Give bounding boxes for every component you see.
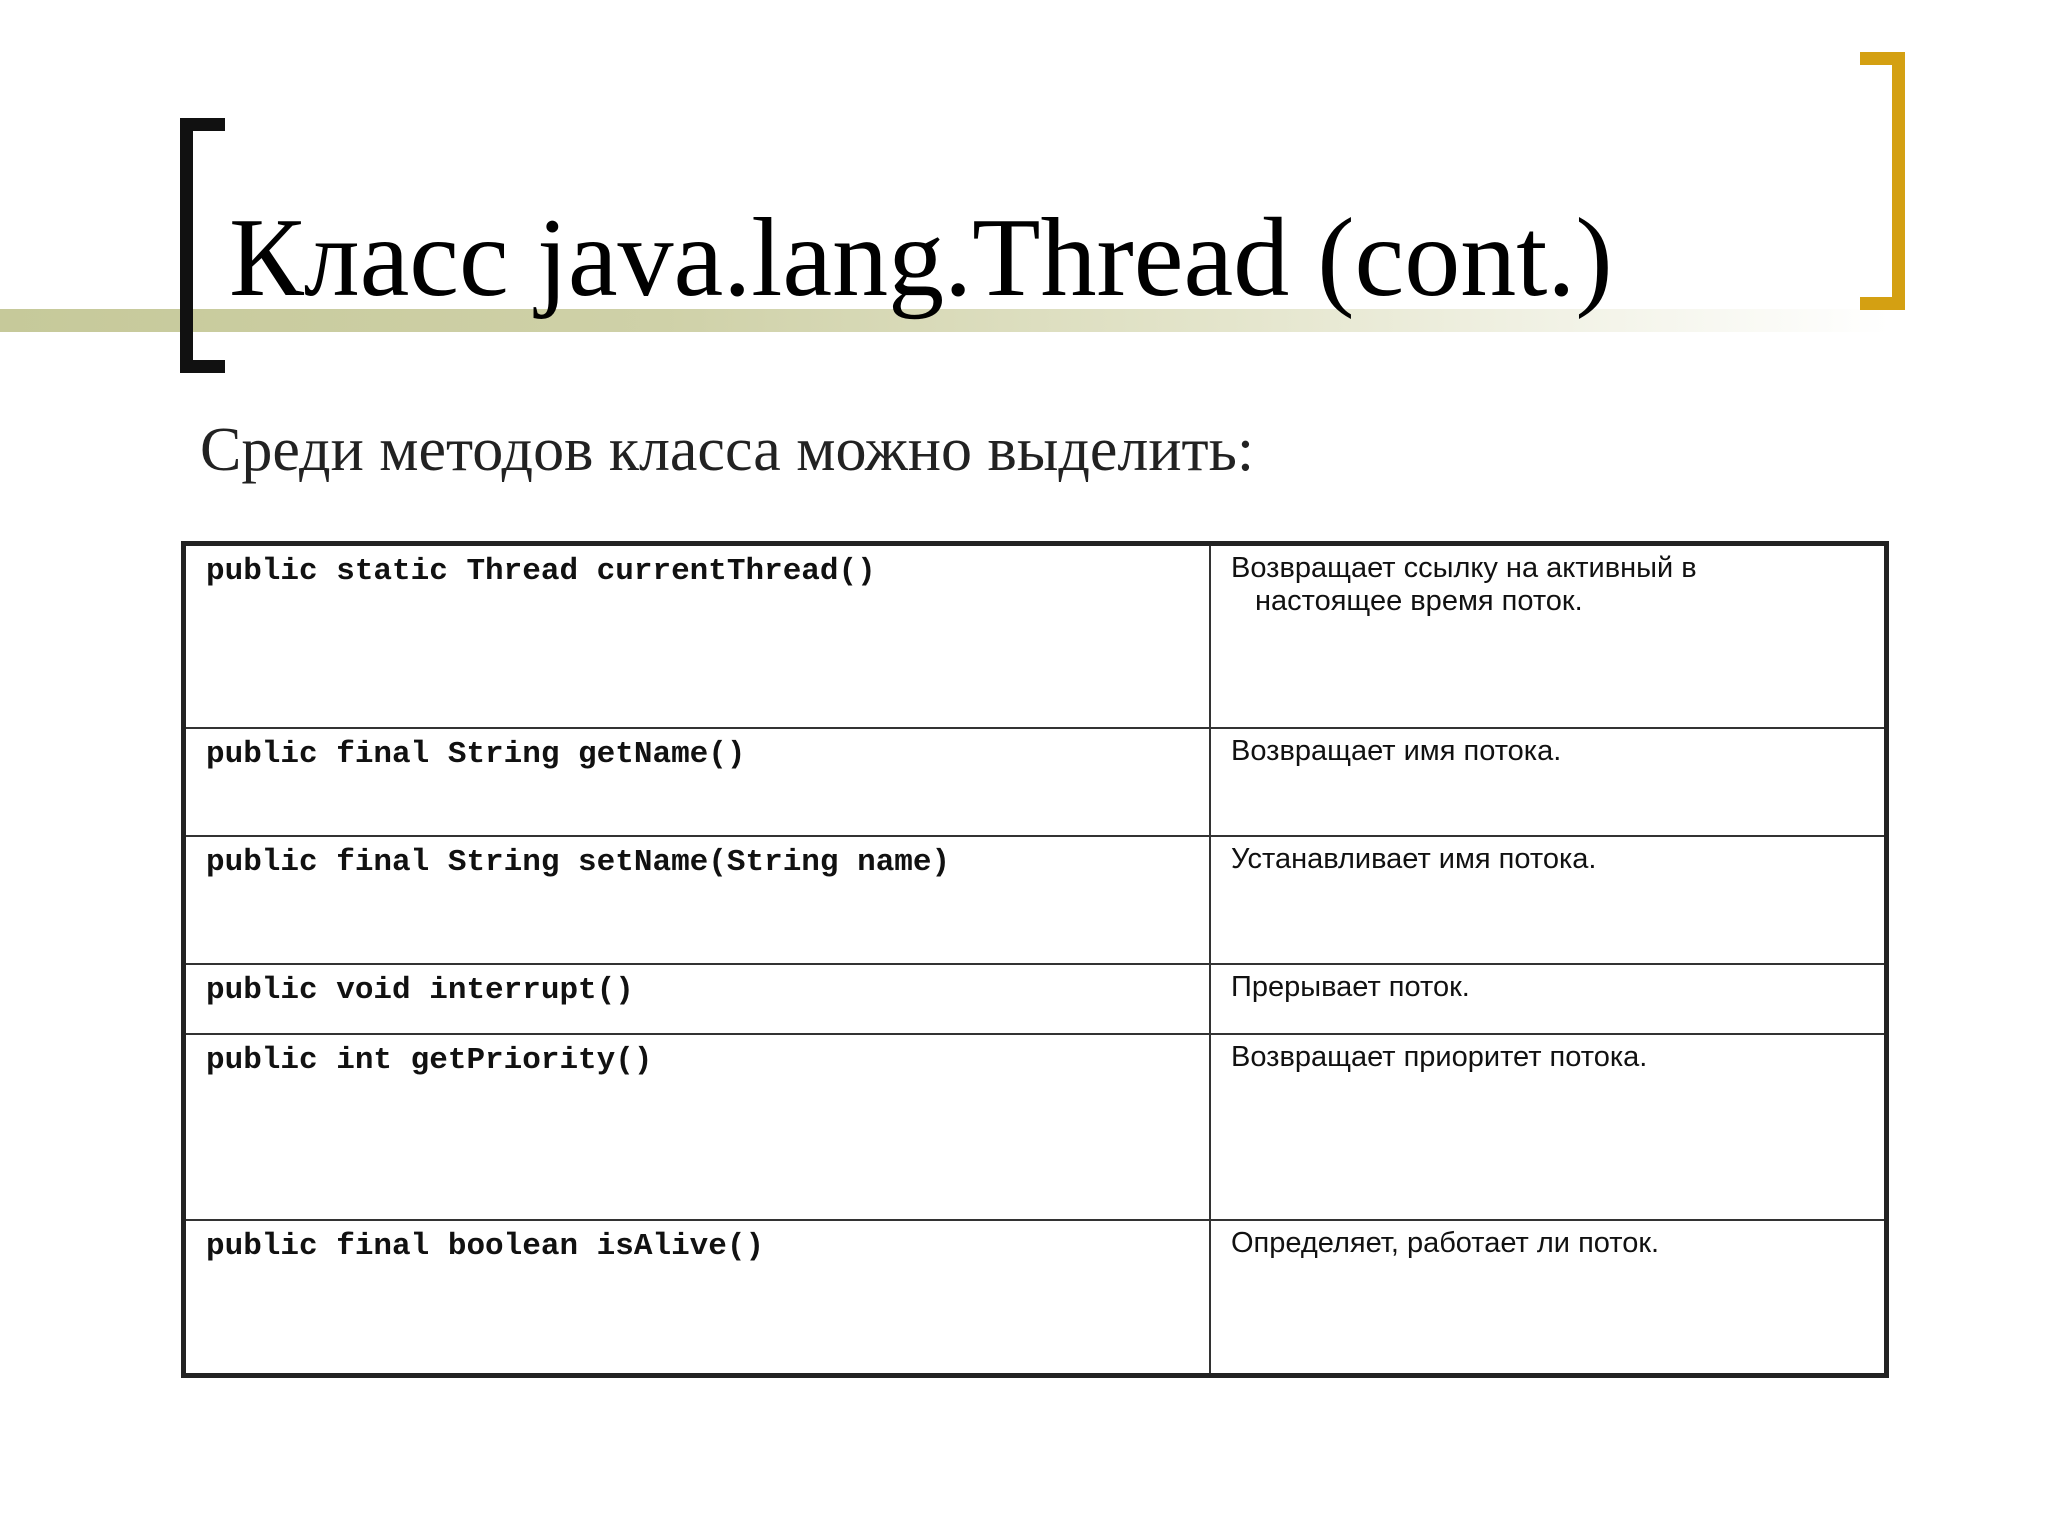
- method-signature: public void interrupt(): [184, 964, 1211, 1034]
- method-description: [1210, 544, 1887, 729]
- method-description-text: Возвращает приоритет потока.: [1231, 1041, 1648, 1074]
- method-description-text: Устанавливает имя потока.: [1231, 842, 1597, 875]
- method-description-text: Определяет, работает ли поток.: [1231, 1226, 1660, 1259]
- method-signature: public int getPriority(): [184, 1034, 1211, 1220]
- methods-table: [181, 541, 1889, 1378]
- slide-subtitle: Среди методов класса можно выделить:: [200, 416, 1255, 484]
- table-row: [184, 544, 1887, 729]
- right-bracket-decoration: [1860, 52, 1905, 310]
- method-description-text: Возвращает имя потока.: [1231, 735, 1562, 768]
- table-row: [184, 1034, 1887, 1220]
- method-description: [1210, 728, 1887, 835]
- method-description: [1210, 964, 1887, 1034]
- method-description: [1210, 1220, 1887, 1376]
- table-row: [184, 964, 1887, 1034]
- method-description-text: Возвращает ссылку на активный в настоящее время поток.: [1231, 552, 1697, 617]
- method-signature: public final String setName(String name): [184, 836, 1211, 964]
- method-description: [1210, 1034, 1887, 1220]
- table-row: [184, 836, 1887, 964]
- method-description: [1210, 836, 1887, 964]
- method-signature: public final String getName(): [184, 728, 1211, 835]
- table-row: [184, 728, 1887, 835]
- method-description-text: Прерывает поток.: [1231, 970, 1470, 1003]
- method-signature: public final boolean isAlive(): [184, 1220, 1211, 1376]
- left-bracket-decoration: [180, 118, 225, 373]
- table-row: [184, 1220, 1887, 1376]
- slide-title: Класс java.lang.Thread (cont.): [229, 196, 1613, 320]
- method-signature: public static Thread currentThread(): [184, 544, 1211, 729]
